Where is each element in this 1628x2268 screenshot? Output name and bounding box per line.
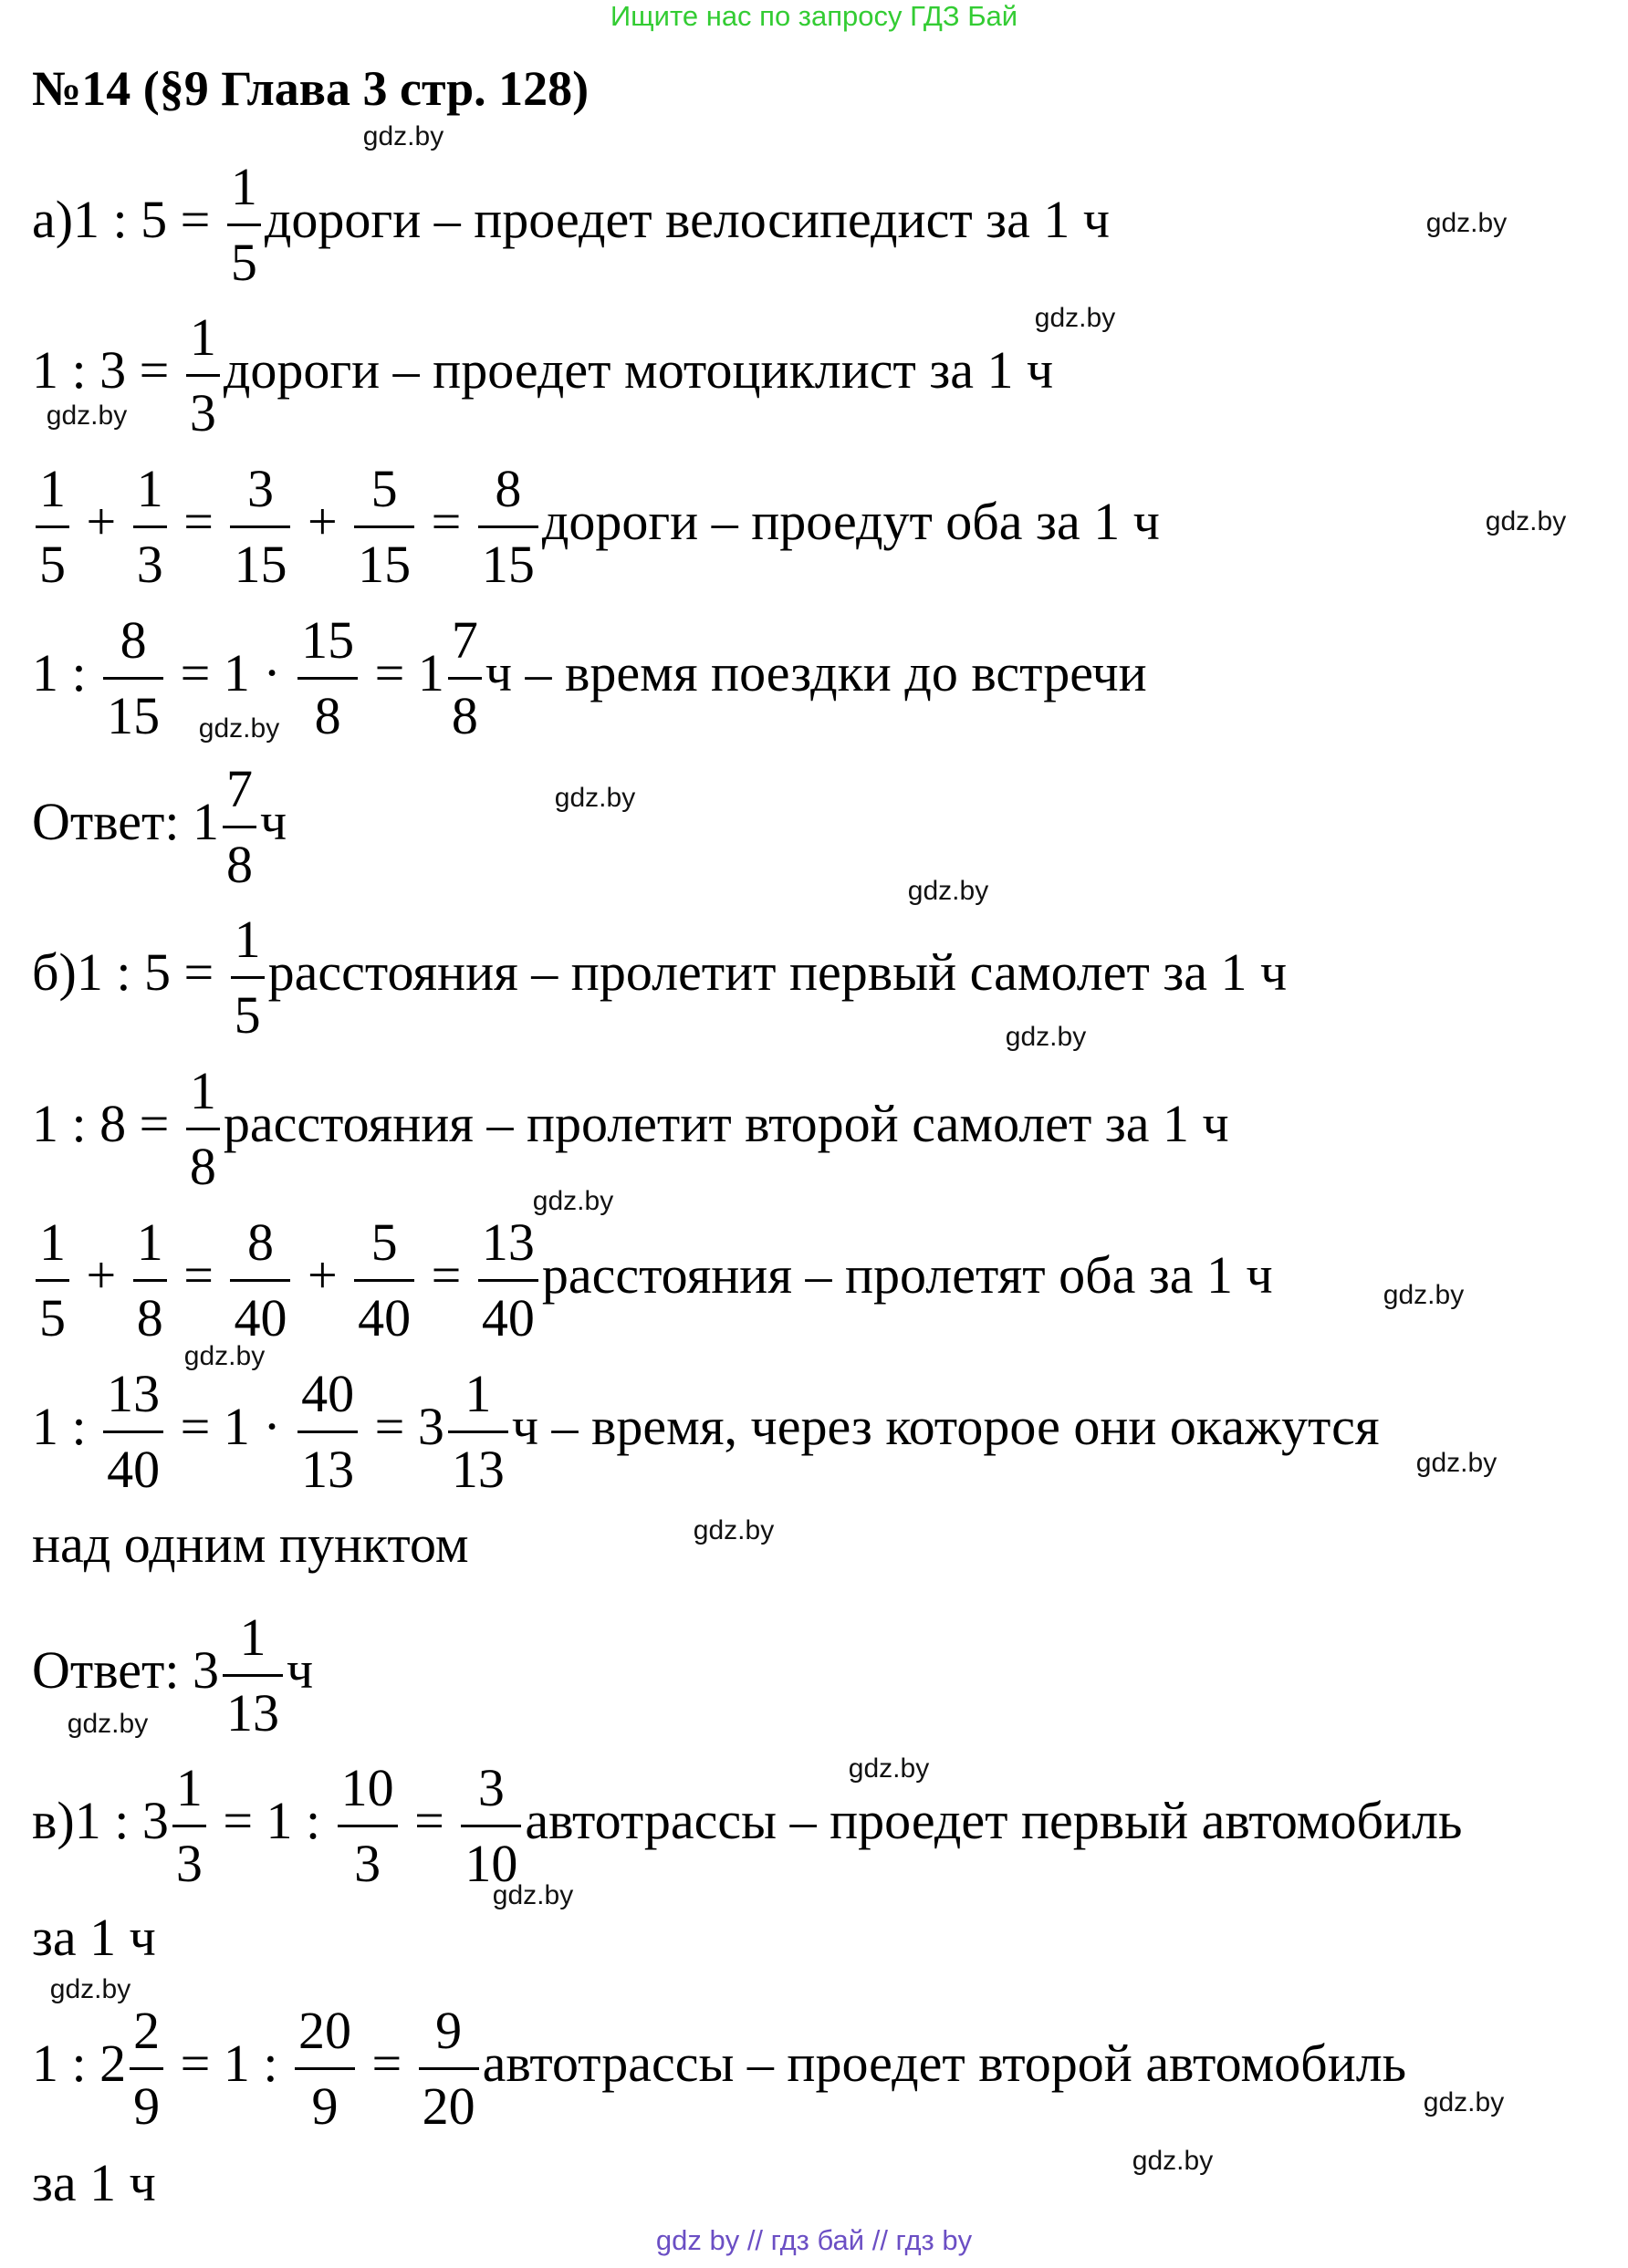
line-text: = 3	[361, 1396, 444, 1456]
watermark-text: gdz.by	[198, 713, 280, 744]
solution-line	[32, 903, 1287, 1052]
fraction-denominator: 8	[225, 835, 253, 894]
line-text: ч	[259, 791, 287, 851]
line-text: 1 : 3 =	[32, 339, 183, 400]
fraction-numerator: 1	[230, 157, 257, 216]
fraction	[186, 301, 220, 450]
fraction-denominator: 20	[422, 2076, 475, 2136]
fraction-denominator: 5	[230, 233, 257, 292]
fraction-numerator: 1	[189, 307, 216, 367]
fraction-numerator: 5	[370, 459, 398, 518]
fraction-denominator: 15	[107, 686, 161, 745]
fraction	[133, 1206, 167, 1355]
fraction-numerator: 40	[301, 1364, 355, 1423]
fraction	[461, 1752, 521, 1900]
fraction-numerator: 1	[39, 459, 66, 518]
fraction-numerator: 3	[477, 1758, 505, 1817]
fraction	[354, 453, 414, 601]
watermark-text: gdz.by	[362, 121, 444, 151]
solution-line	[32, 753, 287, 901]
fraction-denominator: 5	[234, 985, 261, 1045]
fraction-numerator: 5	[370, 1212, 398, 1272]
watermark-text: gdz.by	[554, 783, 636, 813]
fraction-denominator: 40	[107, 1440, 161, 1499]
fraction	[223, 753, 256, 901]
line-text: =	[418, 491, 475, 551]
fraction-denominator: 8	[136, 1288, 163, 1347]
fraction-numerator: 8	[246, 1212, 274, 1272]
page-title: №14 (§9 Глава 3 стр. 128)	[32, 61, 590, 116]
fraction-denominator: 13	[451, 1440, 505, 1499]
fraction-numerator: 10	[340, 1758, 394, 1817]
fraction	[223, 1601, 283, 1750]
fraction-numerator: 1	[136, 1212, 163, 1272]
solution-line	[32, 1752, 1462, 1900]
line-text: за 1 ч	[32, 1907, 156, 1967]
fraction	[36, 1206, 69, 1355]
fraction-denominator: 3	[354, 1834, 381, 1893]
fraction	[478, 1206, 538, 1355]
fraction-numerator: 2	[133, 2001, 161, 2060]
watermark-text: gdz.by	[1383, 1280, 1465, 1310]
fraction-numerator: 20	[297, 2001, 351, 2060]
line-text: 1 :	[32, 1396, 100, 1456]
fraction-numerator: 8	[120, 610, 147, 670]
fraction-denominator: 40	[358, 1288, 412, 1347]
fraction-numerator: 8	[495, 459, 522, 518]
fraction	[227, 151, 261, 299]
watermark-text: gdz.by	[1415, 1448, 1498, 1478]
line-text: дороги – проедет велосипедист за 1 ч	[264, 189, 1110, 249]
fraction-numerator: 7	[451, 610, 478, 670]
footer-links[interactable]: gdz by // гдз бай // гдз by	[655, 2224, 973, 2256]
watermark-text: gdz.by	[693, 1515, 775, 1545]
line-text: автотрассы – проедет второй автомобиль	[482, 2033, 1407, 2093]
line-text: = 1 ·	[167, 642, 295, 702]
line-text: =	[358, 2033, 415, 2093]
fraction	[231, 903, 265, 1052]
fraction-numerator: 15	[301, 610, 355, 670]
fraction-denominator: 8	[189, 1137, 216, 1196]
line-text: = 1	[361, 642, 444, 702]
fraction-denominator: 15	[234, 535, 287, 594]
watermark-text: gdz.by	[67, 1709, 149, 1739]
line-text: б)1 : 5 =	[32, 942, 227, 1002]
line-text: =	[170, 491, 227, 551]
fraction	[295, 1994, 355, 2143]
line-text: =	[401, 1790, 458, 1850]
line-text: над одним пунктом	[32, 1514, 469, 1574]
line-text: ч – время поездки до встречи	[485, 642, 1147, 702]
fraction-numerator: 3	[246, 459, 274, 518]
line-text: дороги – проедет мотоциклист за 1 ч	[223, 339, 1054, 400]
line-text: за 1 ч	[32, 2152, 156, 2212]
fraction-denominator: 40	[481, 1288, 535, 1347]
fraction	[338, 1752, 398, 1900]
line-text: = 1 :	[167, 2033, 291, 2093]
line-text: +	[73, 1244, 130, 1305]
fraction	[230, 1206, 290, 1355]
fraction	[36, 453, 69, 601]
fraction-denominator: 13	[225, 1683, 279, 1743]
watermark-text: gdz.by	[1005, 1022, 1087, 1052]
watermark-text: gdz.by	[1132, 2146, 1214, 2176]
fraction-denominator: 8	[451, 686, 478, 745]
fraction-denominator: 5	[39, 1288, 66, 1347]
fraction	[133, 453, 167, 601]
line-text: +	[294, 1244, 351, 1305]
solution-line	[32, 1206, 1273, 1355]
fraction-numerator: 13	[481, 1212, 535, 1272]
fraction	[230, 453, 290, 601]
fraction-numerator: 1	[239, 1607, 266, 1667]
line-text: = 1 ·	[167, 1396, 295, 1456]
line-text: +	[294, 491, 351, 551]
line-text: ч – время, через которое они окажутся	[511, 1396, 1380, 1456]
solution-line	[32, 151, 1110, 299]
fraction-denominator: 9	[311, 2076, 339, 2136]
search-banner[interactable]: Ищите нас по запросу ГДЗ Бай	[610, 0, 1018, 32]
watermark-text: gdz.by	[492, 1880, 574, 1910]
solution-line	[32, 301, 1053, 450]
solution-line	[32, 453, 1160, 601]
fraction-denominator: 10	[464, 1834, 518, 1893]
solution-line	[32, 1055, 1229, 1203]
line-text: а)1 : 5 =	[32, 189, 224, 249]
fraction-numerator: 1	[39, 1212, 66, 1272]
fraction-denominator: 9	[133, 2076, 161, 2136]
watermark-text: gdz.by	[1423, 2087, 1505, 2117]
watermark-text: gdz.by	[848, 1753, 930, 1784]
fraction-numerator: 1	[175, 1758, 203, 1817]
watermark-text: gdz.by	[532, 1186, 614, 1216]
solution-line	[32, 1994, 1406, 2143]
fraction-denominator: 13	[301, 1440, 355, 1499]
watermark-text: gdz.by	[1425, 208, 1508, 238]
fraction-denominator: 40	[234, 1288, 287, 1347]
fraction-numerator: 1	[234, 910, 261, 969]
line-text: расстояния – пролетит второй самолет за 1 ч	[223, 1093, 1229, 1153]
line-text: 1 :	[32, 642, 100, 702]
line-text: ч	[286, 1639, 314, 1700]
fraction-denominator: 5	[39, 535, 66, 594]
line-text: Ответ: 3	[32, 1639, 219, 1700]
watermark-text: gdz.by	[1485, 506, 1567, 536]
line-text: 1 : 2	[32, 2033, 127, 2093]
fraction-numerator: 9	[435, 2001, 463, 2060]
fraction	[172, 1752, 206, 1900]
fraction-denominator: 15	[481, 535, 535, 594]
fraction-denominator: 15	[358, 535, 412, 594]
fraction	[186, 1055, 220, 1203]
line-text: расстояния – пролетят оба за 1 ч	[541, 1244, 1273, 1305]
fraction	[419, 1994, 479, 2143]
fraction-numerator: 7	[225, 759, 253, 818]
line-text: расстояния – пролетит первый самолет за 1 ч	[267, 942, 1288, 1002]
watermark-text: gdz.by	[1034, 303, 1116, 333]
fraction-numerator: 13	[107, 1364, 161, 1423]
line-text: в)1 : 3	[32, 1790, 169, 1850]
fraction	[448, 604, 482, 753]
line-text: =	[170, 1244, 227, 1305]
line-text: =	[418, 1244, 475, 1305]
fraction	[103, 604, 163, 753]
fraction-denominator: 3	[175, 1834, 203, 1893]
line-text: +	[73, 491, 130, 551]
watermark-text: gdz.by	[907, 876, 989, 906]
fraction-numerator: 1	[464, 1364, 492, 1423]
watermark-text: gdz.by	[183, 1341, 266, 1371]
watermark-text: gdz.by	[46, 401, 128, 431]
line-text: Ответ: 1	[32, 791, 219, 851]
fraction	[478, 453, 538, 601]
line-text: 1 : 8 =	[32, 1093, 183, 1153]
fraction-denominator: 3	[189, 383, 216, 442]
fraction-numerator: 1	[136, 459, 163, 518]
fraction-denominator: 8	[314, 686, 341, 745]
fraction	[297, 604, 358, 753]
line-text: дороги – проедут оба за 1 ч	[541, 491, 1160, 551]
line-text: автотрассы – проедет первый автомобиль	[525, 1790, 1463, 1850]
fraction-numerator: 1	[189, 1061, 216, 1120]
fraction-denominator: 3	[136, 535, 163, 594]
line-text: = 1 :	[209, 1790, 334, 1850]
watermark-text: gdz.by	[49, 1974, 131, 2004]
fraction	[354, 1206, 414, 1355]
